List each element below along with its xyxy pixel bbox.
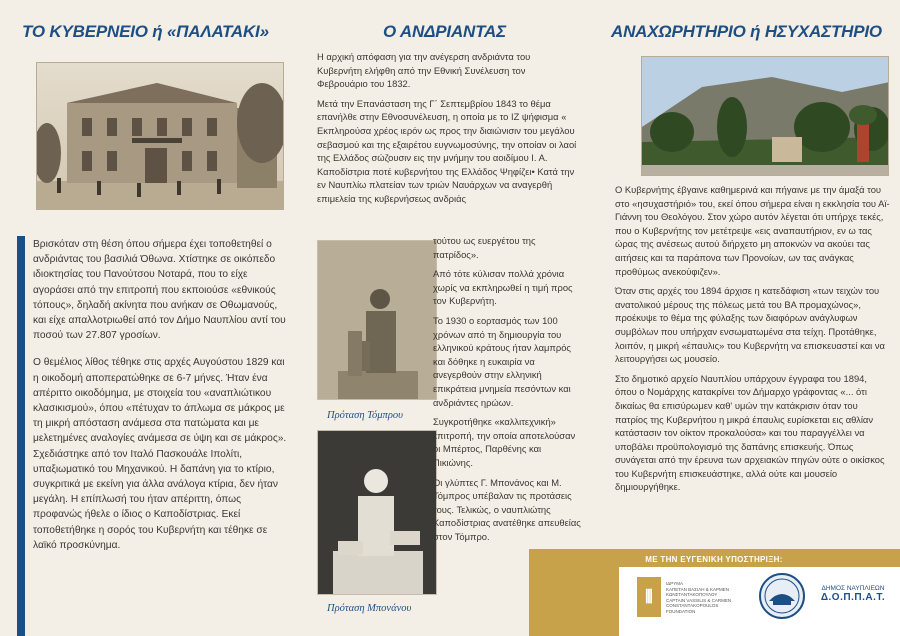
paragraph: Συγκροτήθηκε «καλλιτεχνική» επιτροπή, την οποία αποτελούσαν οι Μπέρτος, Παρθένης και Πικιώνης. xyxy=(433,416,576,468)
paragraph: Από τότε κύλισαν πολλά χρόνια χωρίς να εκπληρωθεί η τιμή προς τον Κυβερνήτη. xyxy=(433,268,573,307)
government-house-photo xyxy=(36,62,284,210)
paragraph: Όταν στις αρχές του 1894 άρχισε η κατεδάφιση «των τειχών του ανατολικού μέρους της πόλεως μετά του ΒΑ προμαχώνος», προέκυψε το θέμα της φύλαξης των διαφόρων ανάγλυφων συμβόλων που υπήρχαν ενσωματωμένα στα τείχη. Προτάθηκε, λοιπόν, η μικρή «έπαυλις» του Κυβερνήτη να επισκευαστεί και να λειτουργήσει ως μουσείο. xyxy=(615,285,885,365)
section-title-government-house: ΤΟ ΚΥΒΕΡΝΕΙΟ ή «ΠΑΛΑΤΑΚΙ» xyxy=(22,22,269,41)
tombros-statue-photo xyxy=(317,240,437,400)
paragraph: Ο Κυβερνήτης έβγαινε καθημερινά και πήγαινε με την άμαξά του στο «ησυχαστήριό» του, εκεί όπου σήμερα είναι η εκκλησία του Αϊ-Γιάννη του Θεολόγου. Στον χώρο αυτόν λέγεται ότι υπήρχε τεκές, που ο Κυβερνήτης τον μετέτρεψε «εις αναπαυτήριον, εν ω τας ώρας της ανέσεως αυτού διήρχετο μη αποκνών να ακούει τας αιτήσεις και τα παράπονα των Προνοίων, ων τας ανάγκας προθύμως ανεκούφιζεν». xyxy=(615,184,890,277)
sponsor-logos-panel xyxy=(619,567,900,636)
statue-text-side xyxy=(433,234,581,549)
government-house-text xyxy=(33,237,291,565)
section-title-statue: Ο ΑΝΔΡΙΑΝΤΑΣ xyxy=(383,22,506,41)
paragraph: Ο θεμέλιος λίθος τέθηκε στις αρχές Αυγούστου 1829 και η οικοδομή αποπερατώθηκε σε 6-7 μήνες. Ήταν ένα απέριττο οικοδόμημα, με στοιχεία του «αναπλιώτικου κλασικισμού», όπου «πέτυχαν το άπλωμα σε μάκρος με τη μικρή απόσταση ανάμεσα στα πατώματα και με μελετημένες αναλογίες ανάμεσα σε ύψη και σε μάκρος». Σχεδιάστηκε από τον Ιταλό Πασκουάλε Ιπολίτι, υπαξιωματικό του Μηχανικού. Η δαπάνη για το κτίριο, συγκριτικά με εκείνη για άλλα ανάλογα κτίρια, δεν ήταν μεγάλη. Η επίπλωσή του ήταν απέριττη, όπως προφανώς ήθελε ο ίδιος ο Καποδίστριας. Εκεί τοποθετήθηκε η σορός του Κυβερνήτη και τέθηκε σε λαϊκό προσκύνημα. xyxy=(33,357,287,551)
paragraph: Μετά την Επανάσταση της Γ΄ Σεπτεμβρίου 1843 το θέμα επανήλθε στην Εθνοσυνέλευση, η οποία με το ΙΖ ψήφισμα « Εκπληρούσα χρέος ιερόν ως προς την διαιώνισιν του μεγάλου σεβασμού και της εξαιρέτου ευγνωμοσύνης, την οποίαν οι λαοί της Ελλάδος σώζουσιν εις την μνήμην του αοιδίμου Ι. Α. Καποδίστρια ποτέ κυβερνήτου της Ελλάδος Ψηφίζει• Κατά την εν Ναυπλίω πλατείαν των τριών Ναυάρχων να αναγερθή επιμελεία της κυβερνήσεως ανδριάς xyxy=(317,97,577,204)
foundation-line: CAPTAIN VASSILIS & CARMEN xyxy=(666,597,732,603)
dopat-name xyxy=(809,585,897,603)
sponsor-band xyxy=(529,549,900,636)
paragraph: Η αρχική απόφαση για την ανέγερση ανδριάντα του Κυβερνήτη ελήφθη από την Εθνική Συνέλευση τον Φεβρουάριο του 1832. xyxy=(317,51,531,90)
blue-accent-bar xyxy=(17,236,25,636)
caption-tombros: Πρόταση Τόμπρου xyxy=(327,410,403,421)
foundation-line: FOUNDATION xyxy=(666,608,696,614)
statue-text-top xyxy=(317,50,577,212)
column-hermitage xyxy=(600,0,900,636)
dopat-line1: ΔΗΜΟΣ ΝΑΥΠΛΙΕΩΝ xyxy=(821,585,885,592)
sponsor-label: ΜΕ ΤΗΝ ΕΥΓΕΝΙΚΗ ΥΠΟΣΤΗΡΙΞΗ: xyxy=(645,555,783,564)
dopat-line2: Δ.Ο.Π.Π.Α.Τ. xyxy=(820,592,886,603)
foundation-line: ΙΔΡΥΜΑ xyxy=(666,581,684,586)
paragraph: Στο δημοτικό αρχείο Ναυπλίου υπάρχουν έγγραφα του 1894, όπου ο Νομάρχης κατακρίνει τον Δήμαρχο γράφοντας «... ότι δικαίως θα επισύρωμεν καθ' υμών την κατάκρισιν όταν του πατρίος της Κυβερνήτου η μικρά έπαυλις ευρίσκεται εις αθλίαν κατάστασιν τον οίκτον προκαλούσα» και του παραγγέλλει να υποβάλει προϋπολογισμό της δαπάνης επισκευής. Όπως συνάγεται από την έρευνα των αρχειακών πηγών ούτε ο οικίσκος του Κυβερνήτη επισκευάστηκε, αλλά ούτε και μουσείο δημιουργήθηκε. xyxy=(615,372,885,493)
column-government-house xyxy=(0,0,300,636)
caption-bonanos: Πρόταση Μπονάνου xyxy=(327,603,412,614)
foundation-line: CONSTANTAKOPOULOS xyxy=(666,603,719,608)
bonanos-statue-photo xyxy=(317,430,437,595)
foundation-name xyxy=(666,581,741,614)
paragraph: Βρισκόταν στη θέση όπου σήμερα έχει τοποθετηθεί ο ανδριάντας του βασιλιά Όθωνα. Χτίστηκε σε οικόπεδο ιδιοκτησίας του Πανούτσου Νοταρά, που το είχε αγοράσει από την επιτροπή που εκποιούσε «εθνικούς τόπους», δηλαδή ακίνητα που ανήκαν σε Οθωμανούς, και είχε απαλλοτριωθεί από τον Δήμο Ναυπλίου αντί του ποσού των 27.807 γροσίων. xyxy=(33,239,286,342)
hermitage-text xyxy=(615,183,890,500)
section-title-hermitage: ΑΝΑΧΩΡΗΤΗΡΙΟ ή ΗΣΥΧΑΣΤΗΡΙΟ xyxy=(611,22,882,41)
column-statue xyxy=(300,0,600,636)
dopat-seal-icon xyxy=(759,573,805,619)
paragraph: Οι γλύπτες Γ. Μπονάνος και Μ. Τόμπρος υπέβαλαν τις προτάσεις τους. Τελικώς, ο ναυπλιώτης Καποδίστριας ανατέθηκε απευθείας στον Τόμπρο. xyxy=(433,476,581,542)
paragraph: Το 1930 ο εορτασμός των 100 χρόνων από τη δημιουργία του ελληνικού κράτους ήταν λαμπρός και δόθηκε η ευκαιρία να ανεγερθούν στην ελληνική επικράτεια μνημεία πεσόντων και ανδριάντες ηρώων. xyxy=(433,314,571,408)
paragraph: τούτου ως ευεργέτου της πατρίδος». xyxy=(433,235,536,260)
foundation-line: ΚΩΝΣΤΑΝΤΑΚΟΠΟΥΛΟΥ xyxy=(666,592,718,597)
foundation-line: ΚΑΠΕΤΑΝ ΒΑΣΙΛΗ & ΚΑΡΜΕΝ xyxy=(666,586,729,592)
hermitage-landscape-photo xyxy=(641,56,889,176)
foundation-logo-icon: ⦀ xyxy=(637,577,661,617)
